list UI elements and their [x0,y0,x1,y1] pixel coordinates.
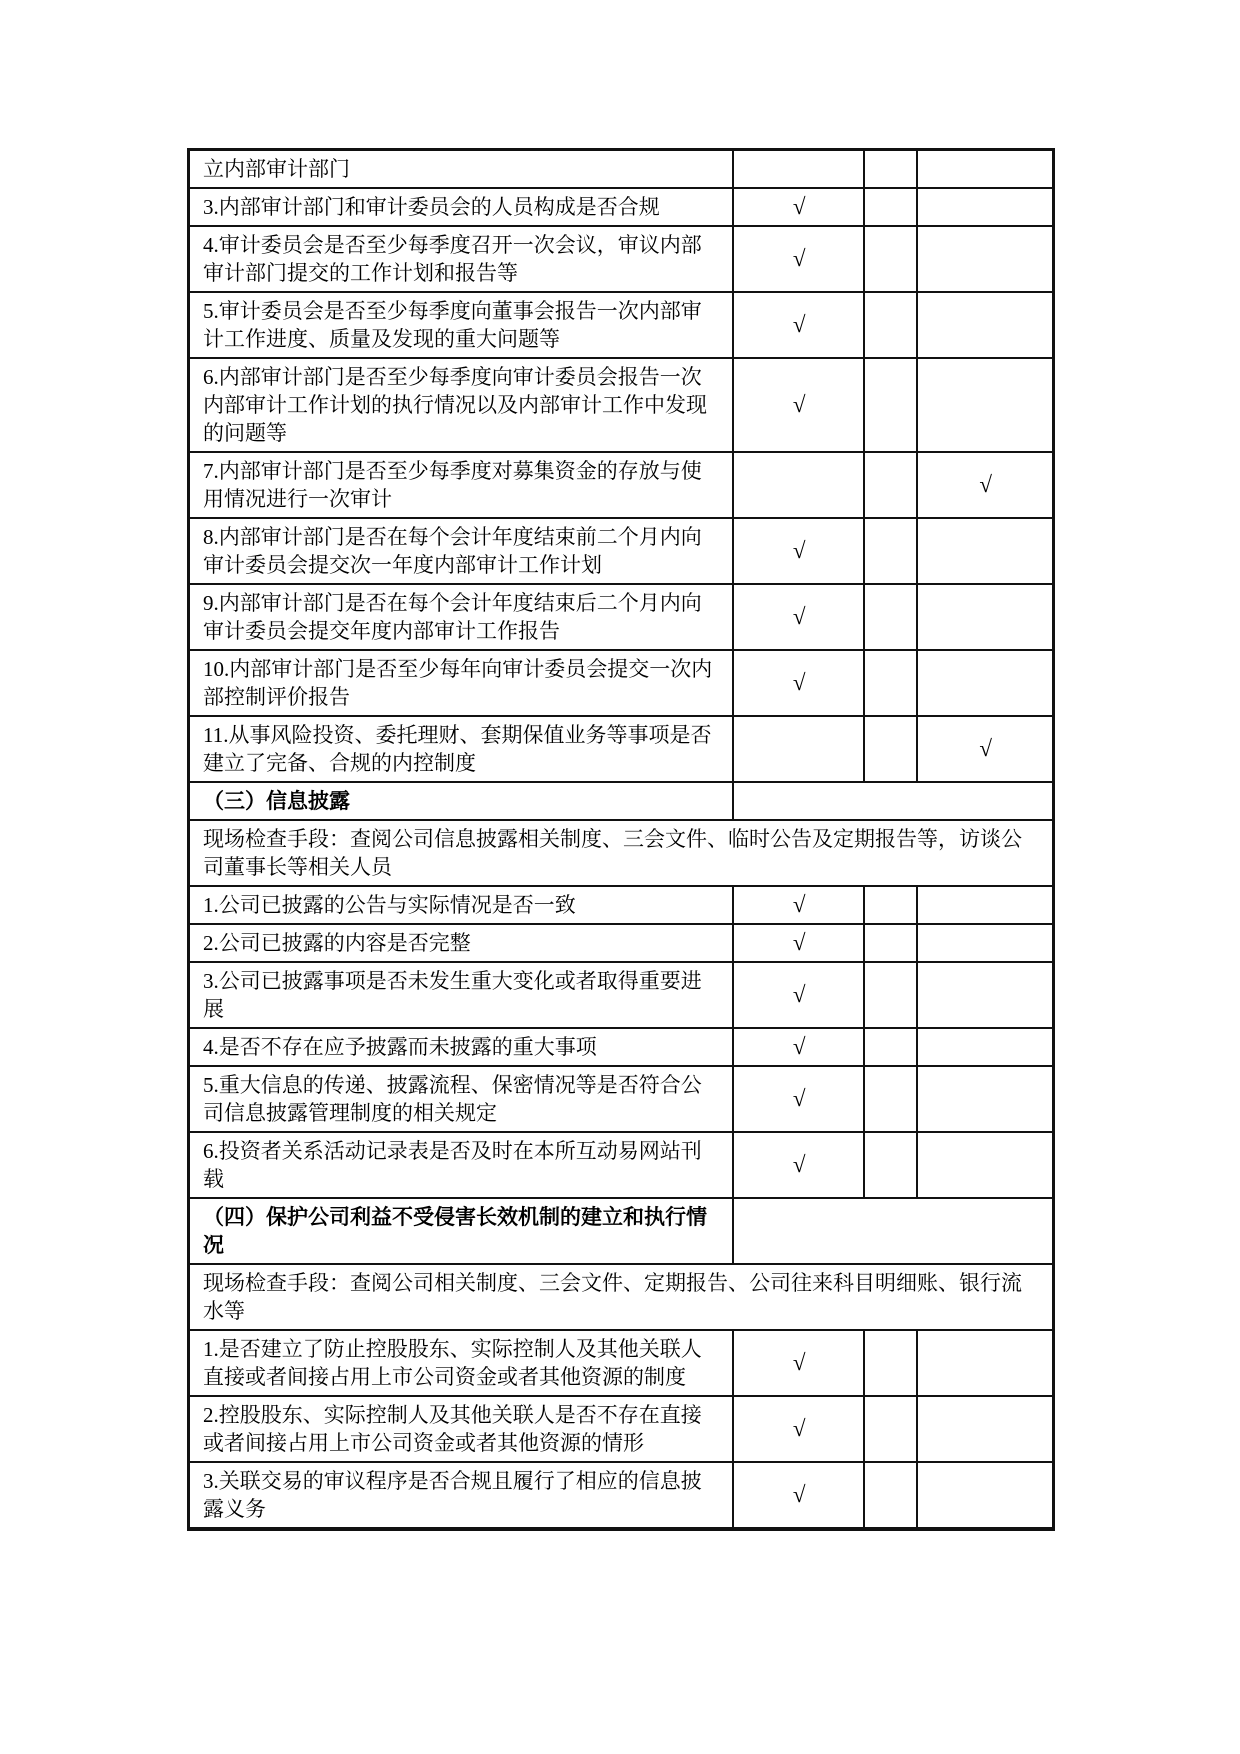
table-row [189,1028,1054,1066]
yes-cell [733,1066,864,1132]
checkmark-icon: √ [792,246,806,271]
question-cell: 4.审计委员会是否至少每季度召开一次会议，审议内部审计部门提交的工作计划和报告等 [189,226,734,292]
no-cell [864,1330,917,1396]
question-cell: 11.从事风险投资、委托理财、套期保值业务等事项是否建立了完备、合规的内控制度 [189,716,734,782]
na-cell [917,650,1053,716]
checkmark-icon: √ [792,1482,806,1507]
na-cell [917,962,1053,1028]
question-cell: 5.重大信息的传递、披露流程、保密情况等是否符合公司信息披露管理制度的相关规定 [189,1066,734,1132]
checkmark-icon: √ [792,1086,806,1111]
question-cell: 8.内部审计部门是否在每个会计年度结束前二个月内向审计委员会提交次一年度内部审计工作计划 [189,518,734,584]
na-cell [917,150,1053,189]
na-cell [917,1132,1053,1198]
table-row [189,518,1054,584]
na-cell [917,1396,1053,1462]
yes-cell [733,1028,864,1066]
table-row [189,1066,1054,1132]
yes-cell [733,1462,864,1529]
no-cell [864,358,917,452]
checkmark-icon: √ [792,538,806,563]
question-cell: 9.内部审计部门是否在每个会计年度结束后二个月内向审计委员会提交年度内部审计工作报告 [189,584,734,650]
table-row [189,820,1054,886]
no-cell [864,226,917,292]
table-row [189,584,1054,650]
na-cell [917,1066,1053,1132]
question-cell: 4.是否不存在应予披露而未披露的重大事项 [189,1028,734,1066]
no-cell [864,650,917,716]
na-cell [917,886,1053,924]
na-cell [917,188,1053,226]
table-row [189,1264,1054,1330]
section-header-empty-cell [733,782,1053,820]
yes-cell [733,292,864,358]
no-cell [864,1396,917,1462]
checkmark-icon: √ [792,892,806,917]
no-cell [864,962,917,1028]
table-row [189,924,1054,962]
no-cell [864,716,917,782]
method-cell: 现场检查手段：查阅公司信息披露相关制度、三会文件、临时公告及定期报告等，访谈公司董事长等相关人员 [189,820,1054,886]
question-cell: 1.是否建立了防止控股股东、实际控制人及其他关联人直接或者间接占用上市公司资金或者其他资源的制度 [189,1330,734,1396]
no-cell [864,584,917,650]
table-row [189,962,1054,1028]
na-cell [917,924,1053,962]
na-cell [917,716,1053,782]
checkmark-icon: √ [792,982,806,1007]
question-cell: 3.内部审计部门和审计委员会的人员构成是否合规 [189,188,734,226]
na-cell [917,1028,1053,1066]
question-cell: 5.审计委员会是否至少每季度向董事会报告一次内部审计工作进度、质量及发现的重大问题等 [189,292,734,358]
question-cell: 7.内部审计部门是否至少每季度对募集资金的存放与使用情况进行一次审计 [189,452,734,518]
table-row [189,292,1054,358]
yes-cell [733,1396,864,1462]
yes-cell [733,924,864,962]
checkmark-icon: √ [792,1152,806,1177]
section-header-cell: （三）信息披露 [189,782,734,820]
yes-cell [733,226,864,292]
no-cell [864,518,917,584]
checkmark-icon: √ [792,392,806,417]
table-row [189,1198,1054,1264]
no-cell [864,886,917,924]
checkmark-icon: √ [792,604,806,629]
section-header-empty-cell [733,1198,1053,1264]
yes-cell [733,452,864,518]
no-cell [864,1462,917,1529]
na-cell [917,518,1053,584]
no-cell [864,292,917,358]
table-row [189,650,1054,716]
na-cell [917,226,1053,292]
section-header-cell: （四）保护公司利益不受侵害长效机制的建立和执行情况 [189,1198,734,1264]
table-row [189,1330,1054,1396]
no-cell [864,188,917,226]
checkmark-icon: √ [792,930,806,955]
checkmark-icon: √ [792,194,806,219]
yes-cell [733,150,864,189]
method-cell: 现场检查手段：查阅公司相关制度、三会文件、定期报告、公司往来科目明细账、银行流水等 [189,1264,1054,1330]
yes-cell [733,886,864,924]
na-cell [917,358,1053,452]
question-cell: 3.关联交易的审议程序是否合规且履行了相应的信息披露义务 [189,1462,734,1529]
question-cell: 6.投资者关系活动记录表是否及时在本所互动易网站刊载 [189,1132,734,1198]
yes-cell [733,584,864,650]
checkmark-icon: √ [792,670,806,695]
table-row [189,452,1054,518]
yes-cell [733,716,864,782]
question-cell: 2.控股股东、实际控制人及其他关联人是否不存在直接或者间接占用上市公司资金或者其他资源的情形 [189,1396,734,1462]
table-row [189,1462,1054,1529]
checkmark-icon: √ [792,1350,806,1375]
checkmark-icon: √ [792,1416,806,1441]
table-row [189,226,1054,292]
question-cell: 1.公司已披露的公告与实际情况是否一致 [189,886,734,924]
table-row [189,716,1054,782]
compliance-checklist-table [187,148,1055,1531]
checkmark-icon: √ [979,736,992,761]
no-cell [864,924,917,962]
na-cell [917,1330,1053,1396]
na-cell [917,1462,1053,1529]
na-cell [917,292,1053,358]
table-row [189,782,1054,820]
table-row [189,1132,1054,1198]
yes-cell [733,1132,864,1198]
checklist-body [189,150,1054,1530]
checkmark-icon: √ [979,472,992,497]
yes-cell [733,1330,864,1396]
na-cell [917,584,1053,650]
checkmark-icon: √ [792,1034,806,1059]
table-row [189,188,1054,226]
continued-question-cell: 立内部审计部门 [189,150,734,189]
yes-cell [733,518,864,584]
yes-cell [733,358,864,452]
table-row [189,358,1054,452]
table-row [189,1396,1054,1462]
no-cell [864,1028,917,1066]
yes-cell [733,650,864,716]
na-cell [917,452,1053,518]
yes-cell [733,188,864,226]
no-cell [864,1132,917,1198]
no-cell [864,1066,917,1132]
checkmark-icon: √ [792,312,806,337]
question-cell: 3.公司已披露事项是否未发生重大变化或者取得重要进展 [189,962,734,1028]
question-cell: 2.公司已披露的内容是否完整 [189,924,734,962]
no-cell [864,150,917,189]
no-cell [864,452,917,518]
question-cell: 6.内部审计部门是否至少每季度向审计委员会报告一次内部审计工作计划的执行情况以及内部审计工作中发现的问题等 [189,358,734,452]
yes-cell [733,962,864,1028]
question-cell: 10.内部审计部门是否至少每年向审计委员会提交一次内部控制评价报告 [189,650,734,716]
table-row [189,150,1054,189]
table-row [189,886,1054,924]
